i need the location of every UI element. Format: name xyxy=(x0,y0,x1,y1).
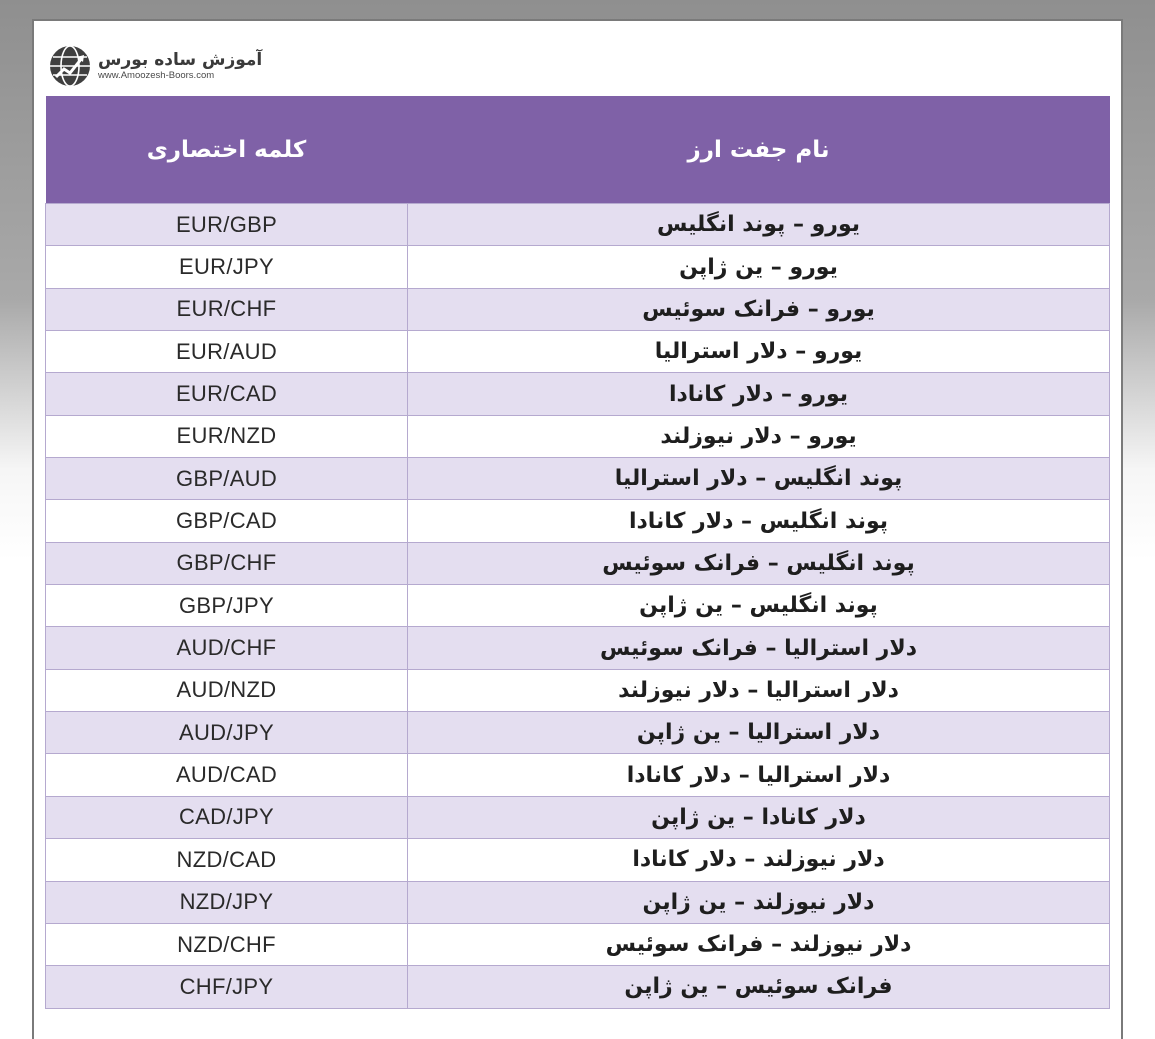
table-row xyxy=(46,881,1110,923)
table-row xyxy=(46,204,1110,246)
abbreviation-cell: NZD/CAD xyxy=(46,839,408,881)
abbreviation-cell: EUR/CHF xyxy=(46,288,408,330)
table-row xyxy=(46,288,1110,330)
pair-name-cell: دلار کانادا – ین ژاپن xyxy=(408,796,1110,838)
table-body xyxy=(46,204,1110,1009)
currency-pairs-table-wrapper xyxy=(45,96,1109,1009)
logo-url: www.Amoozesh-Boors.com xyxy=(98,70,215,81)
currency-pairs-table xyxy=(45,96,1110,1009)
table-row xyxy=(46,500,1110,542)
table-row xyxy=(46,839,1110,881)
table-row xyxy=(46,585,1110,627)
header-abbreviation: کلمه اختصاری xyxy=(46,96,408,204)
pair-name-cell: یورو – دلار نیوزلند xyxy=(408,415,1110,457)
pair-name-cell: یورو – دلار استرالیا xyxy=(408,331,1110,373)
abbreviation-cell: EUR/AUD xyxy=(46,331,408,373)
table-row xyxy=(46,542,1110,584)
abbreviation-cell: EUR/CAD xyxy=(46,373,408,415)
table-row xyxy=(46,669,1110,711)
table-row xyxy=(46,331,1110,373)
abbreviation-cell: NZD/JPY xyxy=(46,881,408,923)
abbreviation-cell: EUR/NZD xyxy=(46,415,408,457)
abbreviation-cell: GBP/CHF xyxy=(46,542,408,584)
table-row xyxy=(46,754,1110,796)
site-logo[interactable] xyxy=(48,43,262,89)
pair-name-cell: یورو – دلار کانادا xyxy=(408,373,1110,415)
pair-name-cell: یورو – فرانک سوئیس xyxy=(408,288,1110,330)
abbreviation-cell: NZD/CHF xyxy=(46,923,408,965)
globe-chart-icon xyxy=(48,44,92,88)
pair-name-cell: یورو – پوند انگلیس xyxy=(408,204,1110,246)
table-row xyxy=(46,458,1110,500)
pair-name-cell: دلار نیوزلند – ین ژاپن xyxy=(408,881,1110,923)
pair-name-cell: دلار استرالیا – فرانک سوئیس xyxy=(408,627,1110,669)
table-row xyxy=(46,712,1110,754)
abbreviation-cell: GBP/CAD xyxy=(46,500,408,542)
table-header-row xyxy=(46,96,1110,204)
abbreviation-cell: AUD/CHF xyxy=(46,627,408,669)
abbreviation-cell: CAD/JPY xyxy=(46,796,408,838)
abbreviation-cell: GBP/JPY xyxy=(46,585,408,627)
pair-name-cell: دلار نیوزلند – دلار کانادا xyxy=(408,839,1110,881)
table-row xyxy=(46,796,1110,838)
pair-name-cell: پوند انگلیس – دلار استرالیا xyxy=(408,458,1110,500)
header-pair-name: نام جفت ارز xyxy=(408,96,1110,204)
pair-name-cell: پوند انگلیس – دلار کانادا xyxy=(408,500,1110,542)
abbreviation-cell: CHF/JPY xyxy=(46,966,408,1008)
table-row xyxy=(46,923,1110,965)
abbreviation-cell: EUR/JPY xyxy=(46,246,408,288)
document-card xyxy=(32,19,1123,1039)
table-row xyxy=(46,246,1110,288)
table-row xyxy=(46,415,1110,457)
pair-name-cell: دلار استرالیا – دلار کانادا xyxy=(408,754,1110,796)
abbreviation-cell: AUD/NZD xyxy=(46,669,408,711)
table-row xyxy=(46,627,1110,669)
abbreviation-cell: AUD/JPY xyxy=(46,712,408,754)
pair-name-cell: دلار نیوزلند – فرانک سوئیس xyxy=(408,923,1110,965)
table-row xyxy=(46,966,1110,1008)
pair-name-cell: فرانک سوئیس – ین ژاپن xyxy=(408,966,1110,1008)
table-row xyxy=(46,373,1110,415)
abbreviation-cell: EUR/GBP xyxy=(46,204,408,246)
pair-name-cell: دلار استرالیا – دلار نیوزلند xyxy=(408,669,1110,711)
abbreviation-cell: AUD/CAD xyxy=(46,754,408,796)
pair-name-cell: یورو – ین ژاپن xyxy=(408,246,1110,288)
pair-name-cell: پوند انگلیس – فرانک سوئیس xyxy=(408,542,1110,584)
abbreviation-cell: GBP/AUD xyxy=(46,458,408,500)
logo-title: آموزش ساده بورس xyxy=(98,50,263,70)
pair-name-cell: پوند انگلیس – ین ژاپن xyxy=(408,585,1110,627)
pair-name-cell: دلار استرالیا – ین ژاپن xyxy=(408,712,1110,754)
